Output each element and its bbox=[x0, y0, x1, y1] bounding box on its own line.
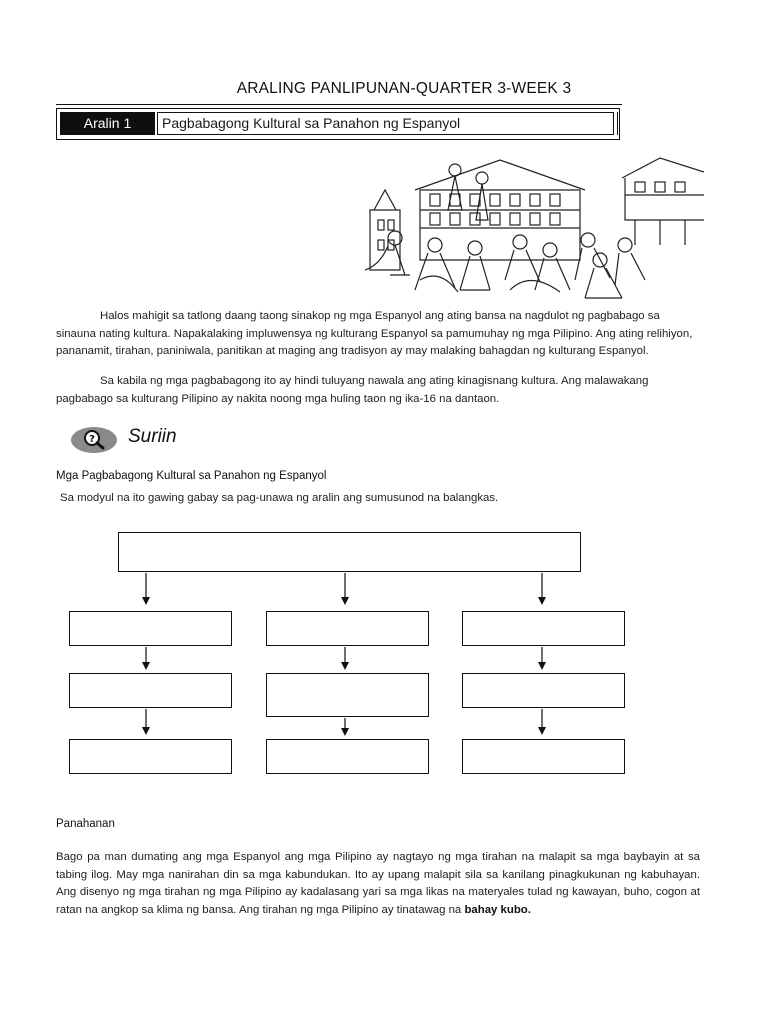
diagram-box-col3-row1 bbox=[462, 611, 625, 646]
arrowhead-top-col1 bbox=[142, 597, 150, 605]
panahanan-body: Bago pa man dumating ang mga Espanyol ang mga Pilipino ay nagtayo ng mga tirahan na malapit sa mga baybayin at sa tabing ilog. May mga nanirahan din sa mga kabundukan. Ito ay upang malapit sila sa kanilang pinagkukunan ng kabuhayan. Ang disenyo ng mga tirahan ng mga Pilipino ay kadalasang yari sa mga likas na materyales tulad ng kawayan, buho, cogon at ratan na angkop sa klima ng bansa. Ang tirahan ng mga Pilipino ay tinatawag na bbox=[56, 851, 700, 916]
lesson-title: Pagbabagong Kultural sa Panahon ng Espanyol bbox=[157, 112, 614, 135]
arrowhead-col2-1 bbox=[341, 662, 349, 670]
arrowhead-col2-2 bbox=[341, 728, 349, 736]
arrowhead-top-col2 bbox=[341, 597, 349, 605]
intro-paragraph-1: Halos mahigit sa tatlong daang taong sinakop ng mga Espanyol ang ating bansa na nagdulot ng pagbabago sa sinauna nating kultura. Napakalaking impluwensya ng kulturang Espanyol sa pamumuhay ng mga Pilipino. Ang ating relihiyon, pananamit, tirahan, paniniwala, panitikan at maging ang tradisyon ay may malaking bahagdan ng kulturang Espanyol. bbox=[56, 310, 693, 358]
diagram-box-col2-row3 bbox=[266, 739, 429, 774]
suriin-heading: Suriin bbox=[128, 426, 177, 447]
title-rule bbox=[56, 104, 622, 105]
document-title: ARALING PANLIPUNAN-QUARTER 3-WEEK 3 bbox=[236, 80, 572, 97]
diagram-box-col1-row1 bbox=[69, 611, 232, 646]
section-heading: Mga Pagbabagong Kultural sa Panahon ng Espanyol bbox=[56, 470, 327, 482]
lesson-label: Aralin 1 bbox=[60, 112, 155, 135]
arrowhead-col1-1 bbox=[142, 662, 150, 670]
lesson-bar bbox=[56, 108, 620, 140]
diagram-box-col3-row3 bbox=[462, 739, 625, 774]
arrowhead-col3-2 bbox=[538, 727, 546, 735]
diagram-box-col1-row2 bbox=[69, 673, 232, 708]
arrowhead-col1-2 bbox=[142, 727, 150, 735]
diagram-box-col1-row3 bbox=[69, 739, 232, 774]
diagram-box-col2-row1 bbox=[266, 611, 429, 646]
section-intro: Sa modyul na ito gawing gabay sa pag-unawa ng aralin ang sumusunod na balangkas. bbox=[60, 492, 499, 504]
diagram-box-col2-row2 bbox=[266, 673, 429, 717]
spanish-era-town-illustration bbox=[360, 150, 704, 300]
diagram-top-box bbox=[118, 532, 581, 572]
svg-text:?: ? bbox=[89, 434, 95, 445]
diagram-box-col3-row2 bbox=[462, 673, 625, 708]
panahanan-emphasis: bahay kubo. bbox=[464, 903, 531, 916]
magnifier-question-icon bbox=[70, 426, 118, 454]
panahanan-paragraph bbox=[56, 849, 700, 919]
arrowhead-top-col3 bbox=[538, 597, 546, 605]
arrowhead-col3-1 bbox=[538, 662, 546, 670]
intro-paragraph-2: Sa kabila ng mga pagbabagong ito ay hindi tuluyang nawala ang ating kinagisnang kultura. Ang malawakang pagbabago sa kulturang Pilipino ay nakita noong mga huling taon ng ika-16 na dantaon. bbox=[56, 375, 649, 405]
panahanan-heading: Panahanan bbox=[56, 818, 115, 830]
lesson-bar-divider bbox=[617, 112, 618, 135]
